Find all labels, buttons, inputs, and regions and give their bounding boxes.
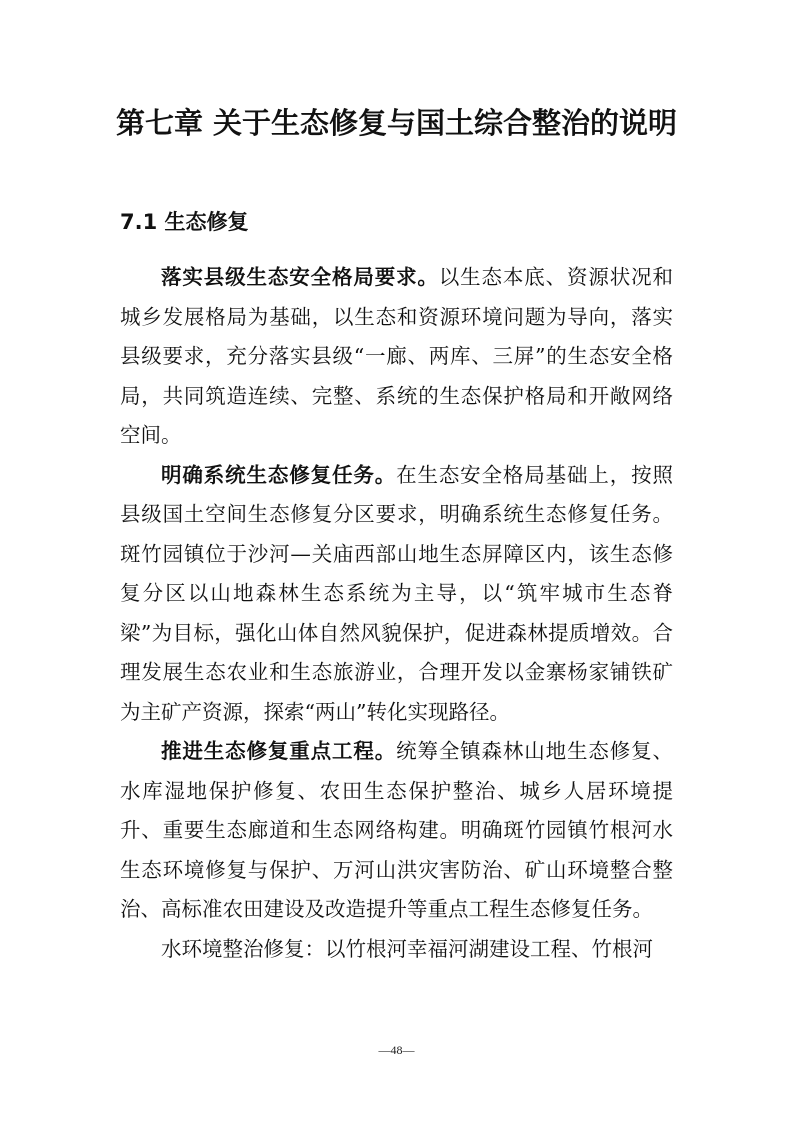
- paragraph-text: 水环境整治修复：以竹根河幸福河湖建设工程、竹根河: [161, 936, 653, 961]
- paragraph: [120, 258, 673, 456]
- paragraph: [120, 732, 673, 930]
- paragraph-text: 在生态安全格局基础上，按照县级国土空间生态修复分区要求，明确系统生态修复任务。斑竹园镇位于沙河—关庙西部山地生态屏障区内，该生态修复分区以山地森林生态系统为主导，以“筑牢城市生态脊梁”为目标，强化山体自然风貌保护，促进森林提质增效。合理发展生态农业和生态旅游业，合理开发以金寨杨家铺铁矿为主矿产资源，探索“两山”转化实现路径。: [120, 462, 674, 724]
- page-number: —48—: [378, 1043, 415, 1057]
- paragraph-lead: 明确系统生态修复任务。: [161, 462, 397, 487]
- paragraph-lead: 落实县级生态安全格局要求。: [161, 265, 439, 289]
- section-title: 7.1 生态修复: [120, 210, 249, 234]
- chapter-title: 第七章 关于生态修复与国土综合整治的说明: [115, 106, 678, 140]
- body-text: [120, 258, 673, 969]
- paragraph-text: 以生态本底、资源状况和城乡发展格局为基础，以生态和资源环境问题为导向，落实县级要求，充分落实县级“一廊、两库、三屏”的生态安全格局，共同筑造连续、完整、系统的生态保护格局和开敞网络空间。: [120, 265, 674, 447]
- paragraph-lead: 推进生态修复重点工程。: [161, 739, 397, 763]
- paragraph: [120, 930, 673, 970]
- paragraph-text: 统筹全镇森林山地生态修复、水库湿地保护修复、农田生态保护整治、城乡人居环境提升、重要生态廊道和生态网络构建。明确斑竹园镇竹根河水生态环境修复与保护、万河山洪灾害防治、矿山环境整合整治、高标准农田建设及改造提升等重点工程生态修复任务。: [120, 739, 674, 921]
- paragraph: [120, 456, 673, 733]
